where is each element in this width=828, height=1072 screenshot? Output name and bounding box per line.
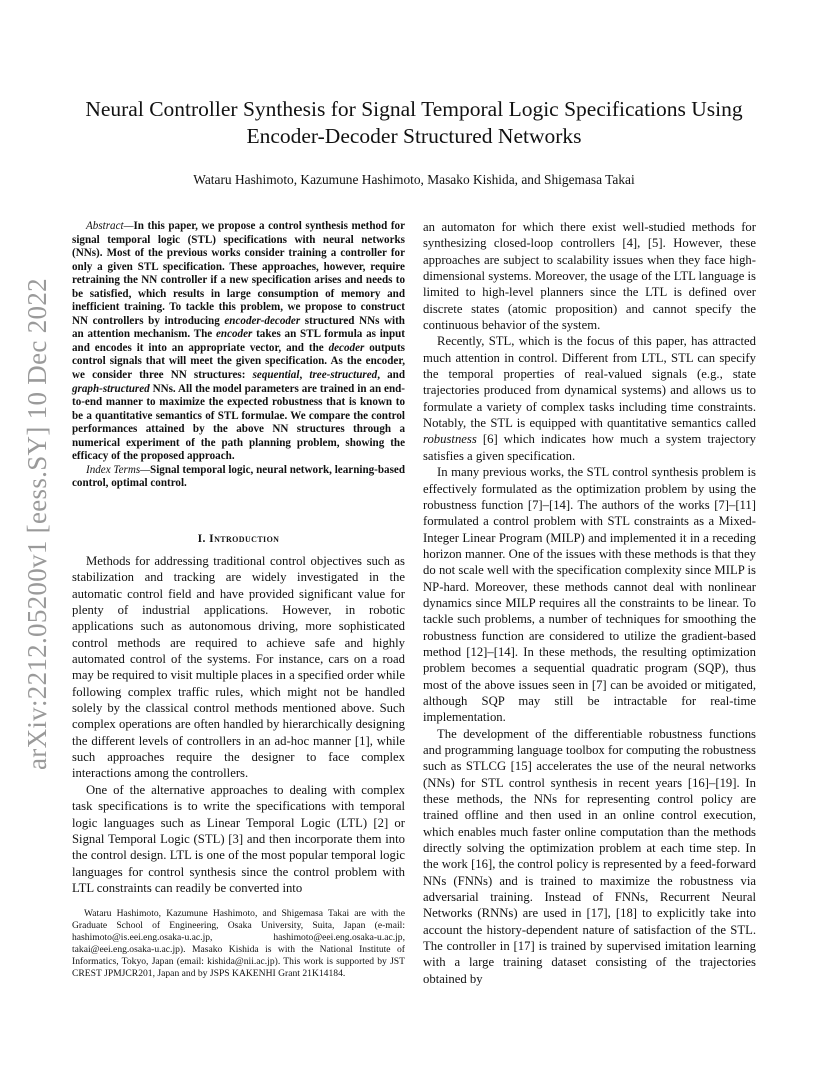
abstract-em-2: encoder	[215, 328, 253, 341]
paragraph	[423, 333, 756, 464]
index-terms-lead: Index Terms—	[86, 463, 151, 476]
paragraph-text: Recently, STL, which is the focus of this paper, has attracted much attention in control. Different from LTL, STL can specify the temporal properties of real-valued signals (e.g., state trajectories produced from dynamical systems) and allows us to formulate a variety of complex tasks including time constraints. Notably, the STL is equipped with quantitative semantics called	[423, 334, 756, 431]
index-terms	[72, 464, 405, 491]
abstract-text-3: takes an STL formula as input and encodes it into an appropriate vector, and the	[72, 328, 405, 354]
paragraph: an automaton for which there exist well-studied methods for synthesizing closed-loop controllers [4], [5]. However, these approaches are subject to scalability issues when they face high-dimensional systems. Moreover, the usage of the LTL language is limited to high-level planners since the LTL is defined over discrete states (atomic proposition) and cannot specify the continuous behavior of the system.	[423, 220, 756, 333]
abstract-lead: Abstract—	[86, 220, 134, 232]
paragraph-emphasis: robustness	[423, 432, 477, 447]
abstract-text-7: NNs. All the model parameters are trained in an end-to-end manner to maximize the expected robustness that is known to be a quantitative semantics of STL formulae. We compare the control performances attained by the above NN structures through a numerical experiment of the path planning problem, showing the efficacy of the proposed approach.	[72, 382, 405, 463]
abstract-em-5: tree-structured	[309, 369, 378, 382]
abstract-em-4: sequential	[252, 369, 300, 382]
arxiv-identifier: arXiv:2212.05200v1 [eess.SY] 10 Dec 2022	[22, 278, 52, 770]
paragraph: The development of the differentiable robustness functions and programming language toolbox for computing the robustness such as STLCG [15] accelerates the use of the neural networks (NNs) for STL control synthesis in recent years [16]–[19]. In these methods, the NNs for representing control policy are trained offline and then used in an online control execution, which enables much faster online computation than the methods directly solving the optimization problem at each time step. In the work [16], the control policy is represented by a feed-forward NNs (FNNs) and is trained to maximize the robustness via adversarial training. Instead of FNNs, Recurrent Neural Networks (RNNs) are used in [17], [18] to explicitly take into account the history-dependent nature of satisfaction of the STL. The controller in [17] is trained by supervised imitation learning with a large training dataset consisting of the trajectories obtained by	[423, 726, 756, 986]
paragraph: Methods for addressing traditional control objectives such as stabilization and tracking are widely investigated in the automatic control field and have provided significant value for plenty of industrial applications. However, in robotic applications such as autonomous driving, more sophisticated control methods are required to achieve safe and highly automated control of the systems. For instance, cars on a road may be required to visit multiple places in a specified order while following complex traffic rules, which might not be handled solely by the classical control methods mentioned above. Such complex operations are often handled by hierarchically designing the different levels of controllers in an ad-hoc manner [1], while such approaches require the designer to face complex interactions among the controllers.	[72, 554, 405, 781]
section-heading-introduction	[72, 532, 405, 545]
index-terms-text: Signal temporal logic, neural network, learning-based control, optimal control.	[72, 463, 405, 490]
author-list: Wataru Hashimoto, Kazumune Hashimoto, Masako Kishida, and Shigemasa Takai	[193, 172, 635, 187]
paragraph: In many previous works, the STL control synthesis problem is effectively formulated as the optimization problem by using the robustness function [7]–[14]. The authors of the works [7]–[11] formulated a control problem with STL constraints as a Mixed-Integer Linear Program (MILP) and implemented it in a receding horizon manner. One of the issues with these methods is that they do not scale well with the specification complexity since MILP is NP-hard. Moreover, these methods cannot deal with nonlinear dynamics since MILP requires all the constraints to be linear. To tackle such problems, a number of techniques for smoothing the robustness function are considered to utilize the gradient-based method [12]–[14]. In these methods, the resulting optimization problem becomes a sequential quadratic program (SQP), thus most of the above issues seen in [7] can be avoided or mitigated, although SQP may still be intractable for real-time implementation.	[423, 465, 756, 725]
abstract-em-6: graph-structured	[72, 382, 150, 395]
abstract	[72, 220, 405, 464]
right-column	[423, 219, 756, 987]
paragraph-text: [6] which indicates how much a system trajectory satisfies a given specification.	[423, 432, 756, 463]
abstract-text-1: In this paper, we propose a control synthesis method for signal temporal logic (STL) specifications with neural networks (NNs). Most of the previous works consider training a controller for only a given STL specification. These approaches, however, require retraining the NN controller if a new specification arises and needs to be satisfied, which results in large consumption of memory and inefficient training. To tackle this problem, we propose to construct NN controllers by introducing	[72, 220, 405, 327]
abstract-text-5: ,	[299, 369, 310, 382]
abstract-text-4: outputs control signals that will meet the given specification. As the encoder, we consider three NN structures:	[72, 341, 405, 382]
section-name: Introduction	[209, 532, 280, 545]
abstract-text-6: , and	[377, 369, 406, 382]
affiliation-footnote: Wataru Hashimoto, Kazumune Hashimoto, and Shigemasa Takai are with the Graduate School of Engineering, Osaka University, Suita, Japan (e-mail: hashimoto@is.eei.eng.osaka-u.ac.jp, hashimoto@eei.eng.osaka-u.ac.jp, takai@eei.eng.osaka-u.ac.jp). Masako Kishida is with the National Institute of Informatics, Tokyo, Japan (email: kishida@nii.ac.jp). This work is supported by JST CREST JPMJCR201, Japan and by JSPS KAKENHI Grant 21K14184.	[72, 908, 405, 979]
abstract-text-2: structured NNs with an attention mechanism. The	[72, 314, 405, 341]
section-numeral: I.	[197, 532, 206, 545]
abstract-em-1: encoder-decoder	[224, 314, 301, 327]
abstract-em-3: decoder	[328, 341, 365, 354]
left-column-front	[72, 220, 405, 491]
paper-title: Neural Controller Synthesis for Signal Temporal Logic Specifications Using Encoder-Decoder Structured Networks	[85, 97, 743, 148]
left-column-body	[72, 553, 405, 896]
paragraph: One of the alternative approaches to dealing with complex task specifications is to write the specifications with temporal logic languages such as Linear Temporal Logic (LTL) [2] or Signal Temporal Logic (STL) [3] and then incorporate them into the control design. LTL is one of the most popular temporal logic languages for control synthesis since the control problem with LTL constraints can readily be converted into	[72, 782, 405, 895]
